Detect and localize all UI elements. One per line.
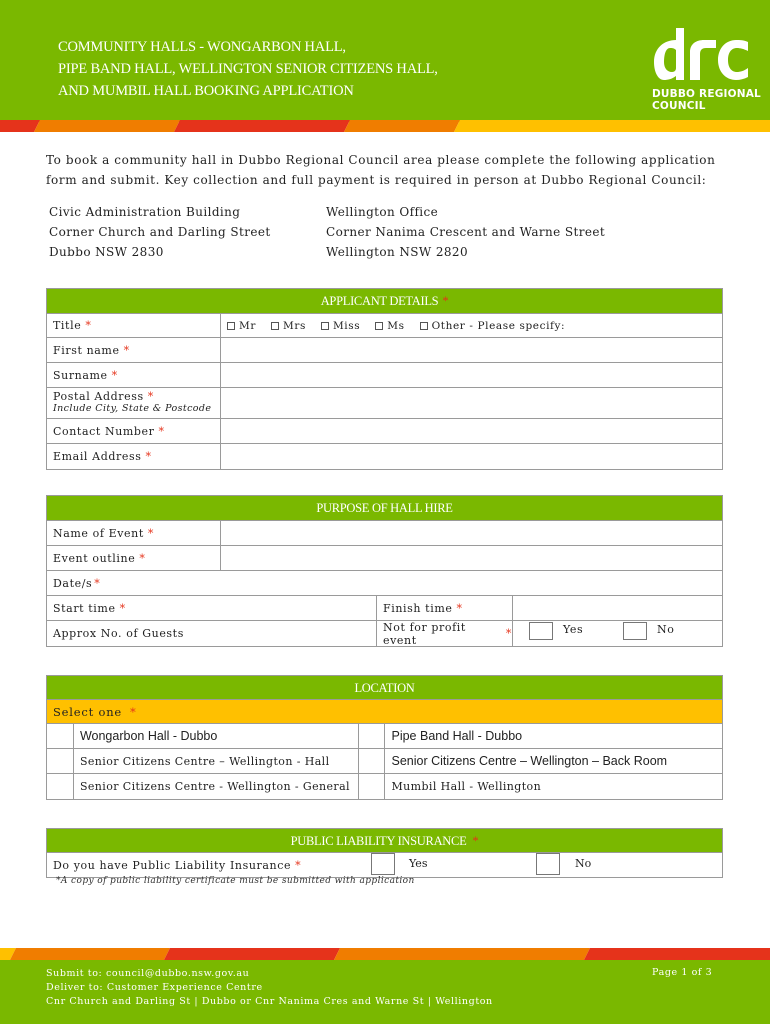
insurance-table <box>46 828 723 878</box>
title-option-mrs[interactable] <box>271 320 306 332</box>
finish-time-label <box>377 596 513 620</box>
label-text: Postal Address <box>53 390 144 403</box>
checkbox-icon[interactable] <box>375 322 383 330</box>
label-text: Approx No. of Guests <box>53 627 184 640</box>
title-option-ms[interactable] <box>375 320 404 332</box>
label-text: Event outline <box>53 551 136 565</box>
surname-row <box>47 363 722 388</box>
required-mark: * <box>456 601 463 615</box>
insurance-no-label: No <box>575 857 592 870</box>
option-label: Mr <box>239 319 256 332</box>
postal-address-label <box>47 388 221 418</box>
label-text: Title <box>53 319 82 332</box>
event-outline-row <box>47 546 722 571</box>
location-row <box>47 749 722 774</box>
council-logo <box>650 26 760 114</box>
option-label: Mrs <box>282 319 306 332</box>
event-name-label <box>47 521 221 545</box>
logo-text-line-2: COUNCIL <box>652 100 706 112</box>
contact-number-row <box>47 419 722 444</box>
insurance-yes-label: Yes <box>409 857 428 870</box>
email-field[interactable] <box>221 444 722 469</box>
location-heading: LOCATION <box>47 676 722 700</box>
required-mark: * <box>145 450 152 463</box>
location-checkbox-pipe-band[interactable] <box>359 724 386 748</box>
dates-label <box>47 571 221 595</box>
location-option-wongarbon: Wongarbon Hall - Dubbo <box>74 724 359 748</box>
title-row <box>47 314 722 338</box>
required-mark: * <box>123 343 130 357</box>
label-text: Contact Number <box>53 424 155 438</box>
nfp-label <box>377 621 513 646</box>
event-name-row <box>47 521 722 546</box>
section-heading-text: APPLICANT DETAILS <box>320 294 439 308</box>
insurance-question-row <box>47 853 722 877</box>
title-line-1: COMMUNITY HALLS - WONGARBON HALL, <box>58 39 346 55</box>
label-text: Email Address <box>53 450 142 463</box>
title-line-3: AND MUMBIL HALL BOOKING APPLICATION <box>58 83 354 99</box>
dubbo-address <box>49 202 271 262</box>
checkbox-icon[interactable] <box>227 322 235 330</box>
nfp-no-checkbox[interactable] <box>623 622 647 640</box>
nfp-no-label: No <box>657 623 675 636</box>
checkbox-icon[interactable] <box>321 322 329 330</box>
insurance-footnote: *A copy of public liability certificate must be submitted with application <box>56 876 415 886</box>
option-label: Other - Please specify: <box>431 319 566 332</box>
wellington-address <box>326 202 605 262</box>
page-header <box>0 0 770 122</box>
insurance-heading <box>47 829 722 853</box>
location-checkbox-wongarbon[interactable] <box>47 724 74 748</box>
required-mark: * <box>147 526 154 540</box>
applicant-details-table <box>46 288 723 470</box>
first-name-field[interactable] <box>221 338 722 362</box>
nfp-yes-label: Yes <box>563 623 584 636</box>
event-outline-field[interactable] <box>221 546 722 570</box>
contact-number-field[interactable] <box>221 419 722 443</box>
dates-field[interactable] <box>221 571 722 595</box>
location-checkbox-mumbil[interactable] <box>359 774 386 799</box>
address-line: Corner Church and Darling Street <box>49 225 271 239</box>
surname-label <box>47 363 221 387</box>
footer-contact <box>46 967 493 1009</box>
insurance-yes-checkbox[interactable] <box>371 853 395 875</box>
postal-address-row <box>47 388 722 419</box>
insurance-no-checkbox[interactable] <box>536 853 560 875</box>
surname-field[interactable] <box>221 363 722 387</box>
option-label: Miss <box>332 319 361 332</box>
label-text: Select one <box>53 704 123 719</box>
location-option-senior-general: Senior Citizens Centre - Wellington - General <box>74 774 359 799</box>
guests-row <box>47 621 722 646</box>
title-option-other[interactable] <box>420 320 566 332</box>
location-option-mumbil: Mumbil Hall - Wellington <box>391 780 542 793</box>
footer-deliver: Deliver to: Customer Experience Centre <box>46 982 263 993</box>
footer-email[interactable]: Submit to: council@dubbo.nsw.gov.au <box>46 968 250 979</box>
location-checkbox-senior-hall[interactable] <box>47 749 74 773</box>
section-heading-text: PUBLIC LIABILITY INSURANCE <box>290 834 467 848</box>
time-row <box>47 596 722 621</box>
nfp-options <box>513 621 722 646</box>
purpose-heading: PURPOSE OF HALL HIRE <box>47 496 722 521</box>
postal-address-field[interactable] <box>221 388 722 418</box>
address-line: Wellington Office <box>326 205 439 219</box>
label-text: First name <box>53 343 120 357</box>
required-mark: * <box>158 424 165 438</box>
required-mark: * <box>119 601 126 615</box>
required-mark: * <box>130 704 137 719</box>
contact-number-label <box>47 419 221 443</box>
postal-address-hint: Include City, State & Postcode <box>53 403 212 414</box>
location-option-senior-back-room: Senior Citizens Centre – Wellington – Back Room <box>391 754 668 768</box>
location-table <box>46 675 723 800</box>
title-option-mr[interactable] <box>227 320 256 332</box>
page-number: Page 1 of 3 <box>652 967 713 978</box>
checkbox-icon[interactable] <box>271 322 279 330</box>
required-mark: * <box>472 834 479 848</box>
label-text: Not for profit event <box>383 620 466 647</box>
logo-text <box>652 88 761 112</box>
required-mark: * <box>147 390 154 403</box>
address-line: Civic Administration Building <box>49 205 241 219</box>
required-mark: * <box>505 627 512 640</box>
dates-row <box>47 571 722 596</box>
email-row <box>47 444 722 469</box>
purpose-table <box>46 495 723 647</box>
applicant-details-heading <box>47 289 722 314</box>
required-mark: * <box>295 859 302 872</box>
form-title <box>58 36 578 102</box>
finish-time-field[interactable] <box>513 596 722 620</box>
location-row <box>47 724 722 749</box>
event-outline-label <box>47 546 221 570</box>
label-text: Surname <box>53 368 108 382</box>
required-mark: * <box>139 551 146 565</box>
label-text: Start time <box>53 601 116 615</box>
footer-color-stripe <box>0 948 770 960</box>
label-text: Finish time <box>383 601 453 615</box>
option-label: Ms <box>387 319 405 332</box>
address-line: Wellington NSW 2820 <box>326 245 468 259</box>
required-mark: * <box>94 576 101 590</box>
title-line-2: PIPE BAND HALL, WELLINGTON SENIOR CITIZENS HALL, <box>58 61 438 77</box>
location-option-senior-hall: Senior Citizens Centre – Wellington - Hall <box>74 749 359 773</box>
logo-text-line-1: DUBBO REGIONAL <box>652 88 761 100</box>
address-line: Dubbo NSW 2830 <box>49 245 164 259</box>
header-color-stripe <box>0 120 770 132</box>
checkbox-icon[interactable] <box>420 322 428 330</box>
intro-text: To book a community hall in Dubbo Regional Council area please complete the following application form and submit. Key collection and full payment is required in person at Dubbo Regional Council: <box>46 153 716 187</box>
nfp-yes-checkbox[interactable] <box>529 622 553 640</box>
location-checkbox-senior-back-room[interactable] <box>359 749 386 773</box>
title-option-miss[interactable] <box>321 320 360 332</box>
footer-addresses: Cnr Church and Darling St | Dubbo or Cnr Nanima Cres and Warne St | Wellington <box>46 996 493 1007</box>
required-mark: * <box>111 368 118 382</box>
guests-label <box>47 621 377 646</box>
first-name-label <box>47 338 221 362</box>
location-option-pipe-band: Pipe Band Hall - Dubbo <box>391 729 523 743</box>
insurance-question <box>53 859 301 872</box>
start-time-label <box>47 596 377 620</box>
address-line: Corner Nanima Crescent and Warne Street <box>326 225 606 239</box>
location-row <box>47 774 722 799</box>
title-label <box>47 314 221 337</box>
title-options <box>221 314 580 337</box>
label-text: Name of Event <box>53 526 144 540</box>
label-text: Date/s <box>53 576 93 590</box>
location-select-prompt <box>47 700 722 724</box>
event-name-field[interactable] <box>221 521 722 545</box>
label-text: Do you have Public Liability Insurance <box>53 859 292 872</box>
first-name-row <box>47 338 722 363</box>
required-mark: * <box>442 294 449 308</box>
email-label <box>47 444 221 469</box>
location-checkbox-senior-general[interactable] <box>47 774 74 799</box>
required-mark: * <box>85 319 92 332</box>
dubbo-logo-mark-icon <box>650 26 750 86</box>
